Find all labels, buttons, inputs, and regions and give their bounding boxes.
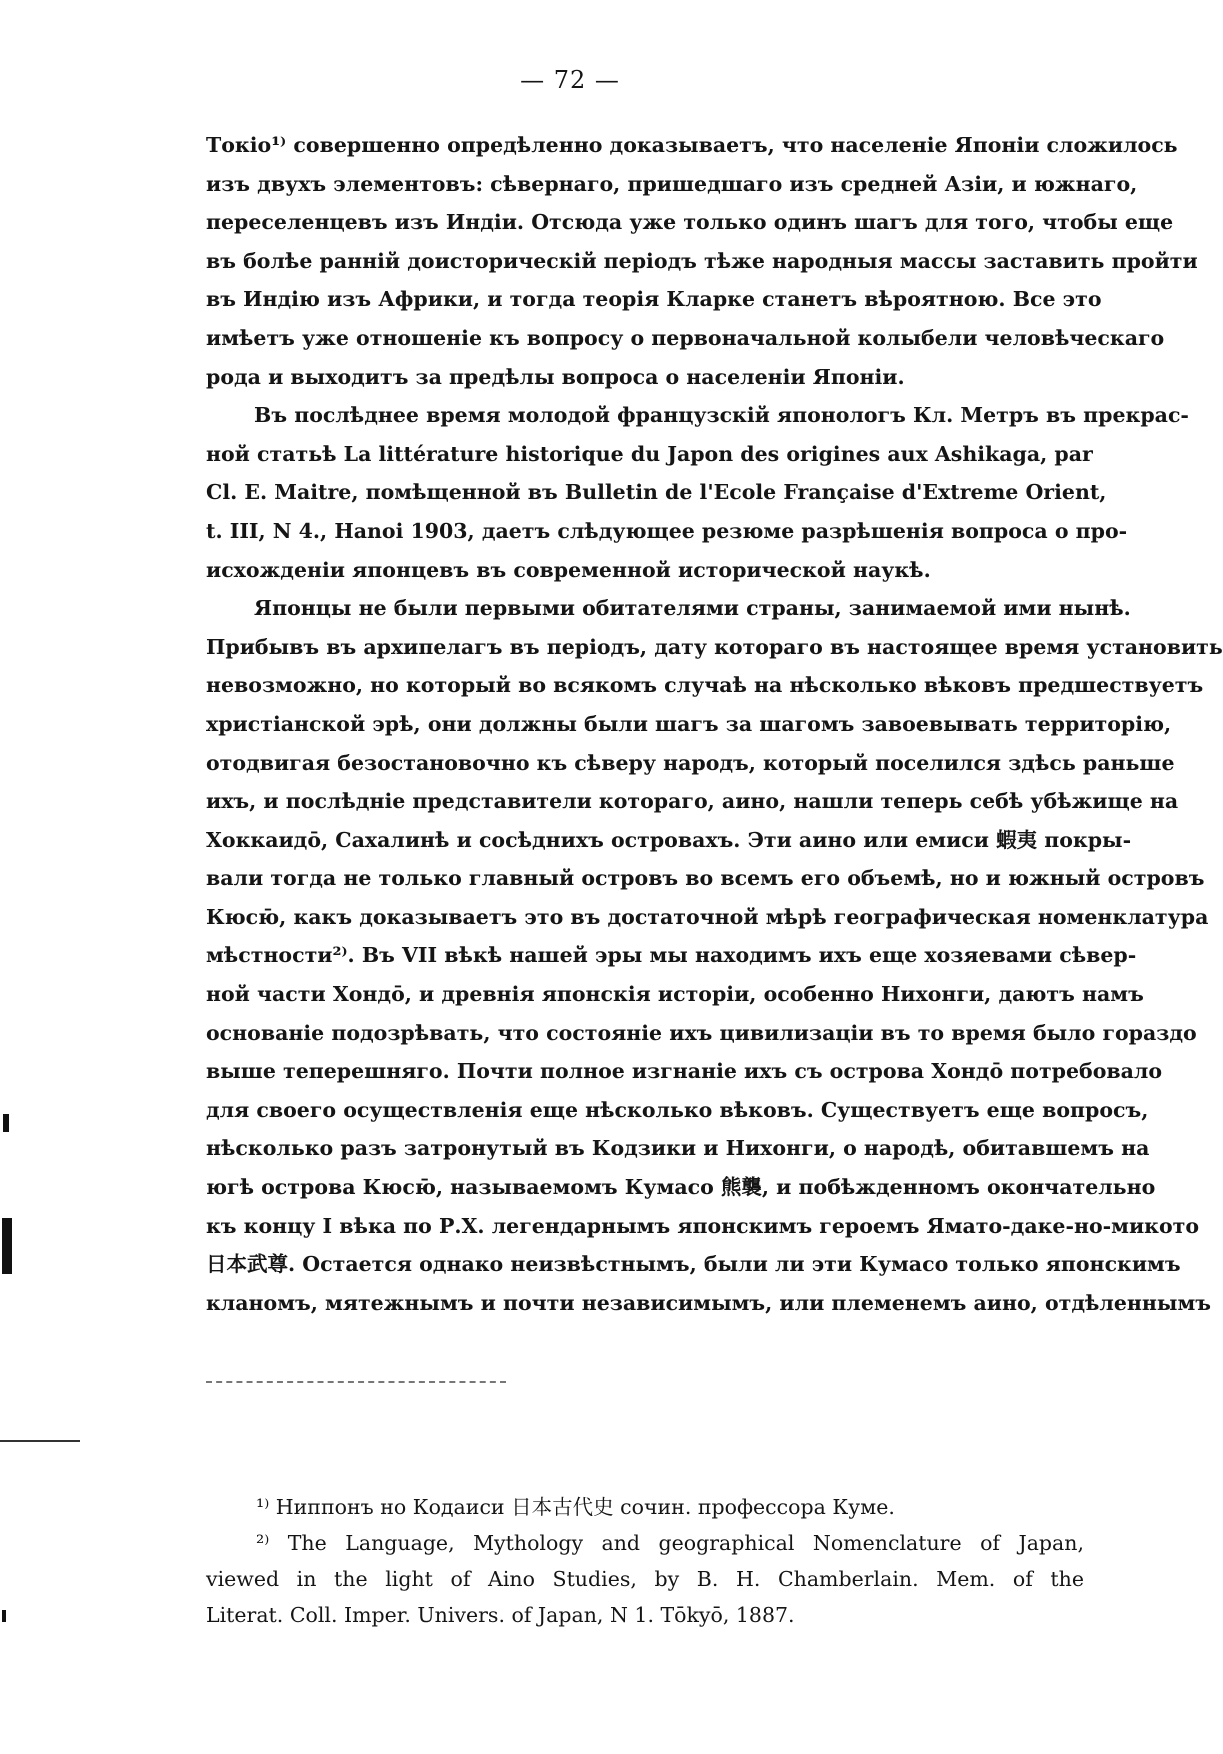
- text-line: 日本武尊. Остается однако неизвѣстнымъ, были ли эти Кумасо только японскимъ: [206, 1252, 1181, 1277]
- footnotes: [206, 1489, 1084, 1633]
- text-line: переселенцевъ изъ Индіи. Отсюда уже только одинъ шагъ для того, чтобы еще: [206, 210, 1174, 235]
- main-text: [206, 126, 1223, 1322]
- text-line: ной части Хондō, и древнія японскія исторіи, особенно Нихонги, даютъ намъ: [206, 982, 1144, 1007]
- text-line: мѣстности²⁾. Въ VII вѣкѣ нашей эры мы находимъ ихъ еще хозяевами сѣвер-: [206, 943, 1137, 968]
- text-line: имѣетъ уже отношеніе къ вопросу о первоначальной колыбели человѣческаго: [206, 325, 1165, 350]
- text-line: Въ послѣднее время молодой французскій японологъ Кл. Метръ въ прекрас-: [254, 403, 1189, 428]
- text-line: ной статьѣ La littérature historique du Japon des origines aux Ashikaga, par: [206, 441, 1093, 466]
- paragraph: [206, 589, 1223, 1322]
- text-line: Cl. E. Maitre, помѣщенной въ Bulletin de l'Ecole Française d'Extreme Orient,: [206, 480, 1107, 505]
- scan-mark: [2, 1218, 12, 1274]
- text-line: основаніе подозрѣвать, что состояніе ихъ цивилизаціи въ то время было гораздо: [206, 1020, 1197, 1045]
- footnote-separator: [206, 1381, 506, 1383]
- paragraph: [206, 396, 1189, 589]
- footnote-line: ²⁾ The Language, Mythology and geographical Nomenclature of Japan,: [256, 1531, 1084, 1555]
- text-line: въ болѣе ранній доисторическій періодъ тѣже народныя массы заставить пройти: [206, 248, 1198, 273]
- text-line: христіанской эрѣ, они должны были шагъ за шагомъ завоевывать территорію,: [206, 711, 1172, 736]
- page-number: — 72 —: [520, 66, 620, 94]
- text-line: для своего осуществленія еще нѣсколько вѣковъ. Существуетъ еще вопросъ,: [206, 1097, 1149, 1122]
- text-line: югѣ острова Кюсю̄, называемомъ Кумасо 熊襲, и побѣжденномъ окончательно: [206, 1175, 1156, 1200]
- text-line: вали тогда не только главный островъ во всемъ его объемѣ, но и южный островъ: [206, 866, 1205, 891]
- scan-line: [0, 1440, 80, 1442]
- text-line: въ Индію изъ Африки, и тогда теорія Кларке станетъ вѣроятною. Все это: [206, 287, 1102, 312]
- text-line: нѣсколько разъ затронутый въ Кодзики и Нихонги, о народѣ, обитавшемъ на: [206, 1136, 1150, 1161]
- footnote: [206, 1525, 1084, 1633]
- text-line: невозможно, но который во всякомъ случаѣ на нѣсколько вѣковъ предшествуетъ: [206, 673, 1204, 698]
- footnote-line: viewed in the light of Aino Studies, by B. H. Chamberlain. Mem. of the: [206, 1567, 1084, 1591]
- text-line: выше теперешняго. Почти полное изгнаніе ихъ съ острова Хондō потребовало: [206, 1059, 1163, 1084]
- text-line: ихъ, и послѣдніе представители котораго, аино, нашли теперь себѣ убѣжище на: [206, 789, 1179, 814]
- text-line: Прибывъ въ архипелагъ въ періодъ, дату котораго въ настоящее время установить: [206, 634, 1223, 659]
- scan-mark: [2, 1610, 6, 1622]
- text-line: изъ двухъ элементовъ: сѣвернаго, пришедшаго изъ средней Азіи, и южнаго,: [206, 171, 1138, 196]
- paragraph: [206, 126, 1198, 396]
- text-line: исхожденіи японцевъ въ современной исторической наукѣ.: [206, 557, 931, 582]
- text-line: къ концу I вѣка по Р.Х. легендарнымъ японскимъ героемъ Ямато-даке-но-микото: [206, 1213, 1200, 1238]
- scan-mark: [3, 1114, 9, 1132]
- text-line: Токіо¹⁾ совершенно опредѣленно доказываетъ, что населеніе Японіи сложилось: [206, 133, 1178, 157]
- text-line: t. III, N 4., Hanoi 1903, даетъ слѣдующее резюме разрѣшенія вопроса о про-: [206, 518, 1128, 543]
- text-line: кланомъ, мятежнымъ и почти независимымъ, или племенемъ аино, отдѣленнымъ: [206, 1290, 1211, 1315]
- text-line: Японцы не были первыми обитателями страны, занимаемой ими нынѣ.: [254, 596, 1131, 621]
- footnote: [206, 1489, 1084, 1525]
- text-line: отодвигая безостановочно къ сѣверу народъ, который поселился здѣсь раньше: [206, 750, 1175, 775]
- footnote-line: ¹⁾ Ниппонъ но Кодаиси 日本古代史 сочин. профессора Куме.: [256, 1495, 895, 1519]
- text-line: рода и выходитъ за предѣлы вопроса о населеніи Японіи.: [206, 364, 905, 389]
- text-line: Хоккаидō, Сахалинѣ и сосѣднихъ островахъ. Эти аино или емиси 蝦夷 покры-: [206, 827, 1132, 852]
- footnote-line: Literat. Coll. Imper. Univers. of Japan, N 1. Tōkyō, 1887.: [206, 1603, 795, 1627]
- text-line: Кюсю̄, какъ доказываетъ это въ достаточной мѣрѣ географическая номенклатура: [206, 904, 1209, 929]
